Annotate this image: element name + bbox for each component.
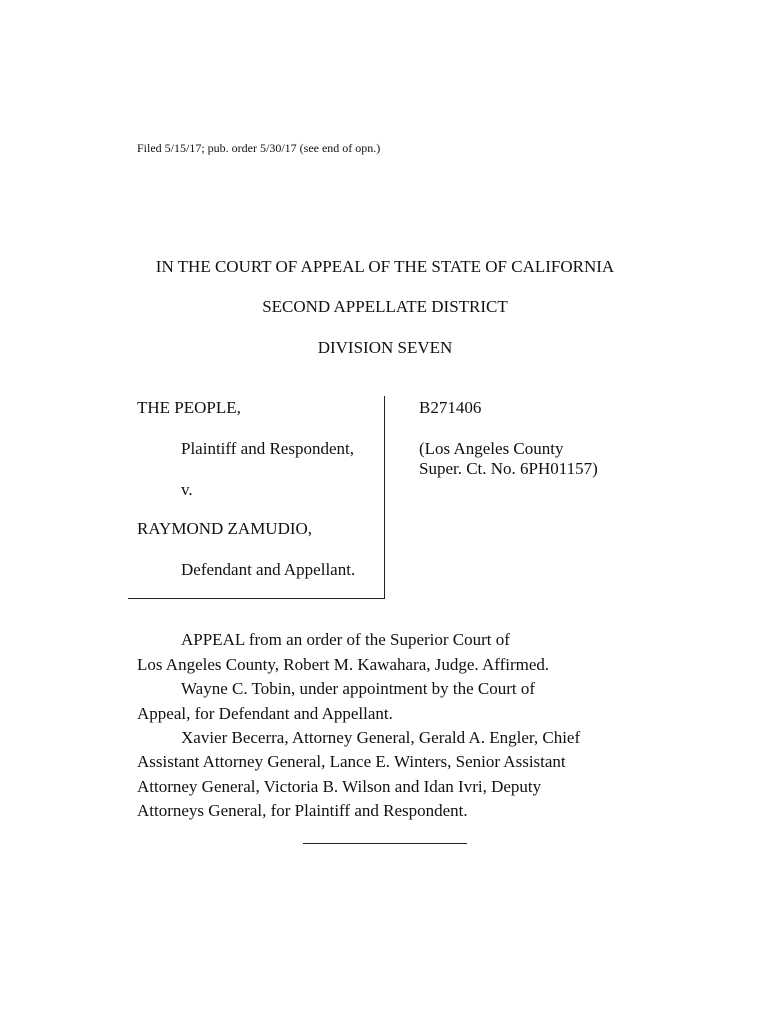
plaintiff-name: THE PEOPLE,	[137, 398, 241, 417]
body-line: Appeal, for Defendant and Appellant.	[137, 704, 393, 723]
filed-note: Filed 5/15/17; pub. order 5/30/17 (see end of opn.)	[137, 141, 381, 155]
case-number: B271406	[419, 398, 482, 417]
court-division: DIVISION SEVEN	[317, 338, 453, 357]
section-end-rule	[303, 843, 467, 844]
defendant-role: Defendant and Appellant.	[181, 560, 356, 579]
body-line: Assistant Attorney General, Lance E. Winters, Senior Assistant	[137, 752, 566, 771]
body-line: APPEAL from an order of the Superior Court of	[181, 630, 510, 649]
plaintiff-role: Plaintiff and Respondent,	[181, 439, 354, 458]
lower-court-line-2: Super. Ct. No. 6PH01157)	[419, 459, 598, 478]
lower-court-line-1: (Los Angeles County	[419, 439, 564, 458]
body-line: Attorney General, Victoria B. Wilson and Idan Ivri, Deputy	[137, 777, 542, 796]
body-line: Los Angeles County, Robert M. Kawahara, Judge. Affirmed.	[137, 655, 550, 674]
court-title: IN THE COURT OF APPEAL OF THE STATE OF CALIFORNIA	[155, 257, 615, 276]
body-line: Xavier Becerra, Attorney General, Gerald A. Engler, Chief	[181, 728, 581, 747]
versus-label: v.	[181, 480, 193, 499]
caption-divider-vertical	[384, 396, 385, 599]
body-line: Attorneys General, for Plaintiff and Respondent.	[137, 801, 468, 820]
defendant-name: RAYMOND ZAMUDIO,	[137, 519, 313, 538]
court-district: SECOND APPELLATE DISTRICT	[262, 297, 508, 316]
caption-divider-horizontal	[128, 598, 385, 599]
body-line: Wayne C. Tobin, under appointment by the Court of	[181, 679, 536, 698]
